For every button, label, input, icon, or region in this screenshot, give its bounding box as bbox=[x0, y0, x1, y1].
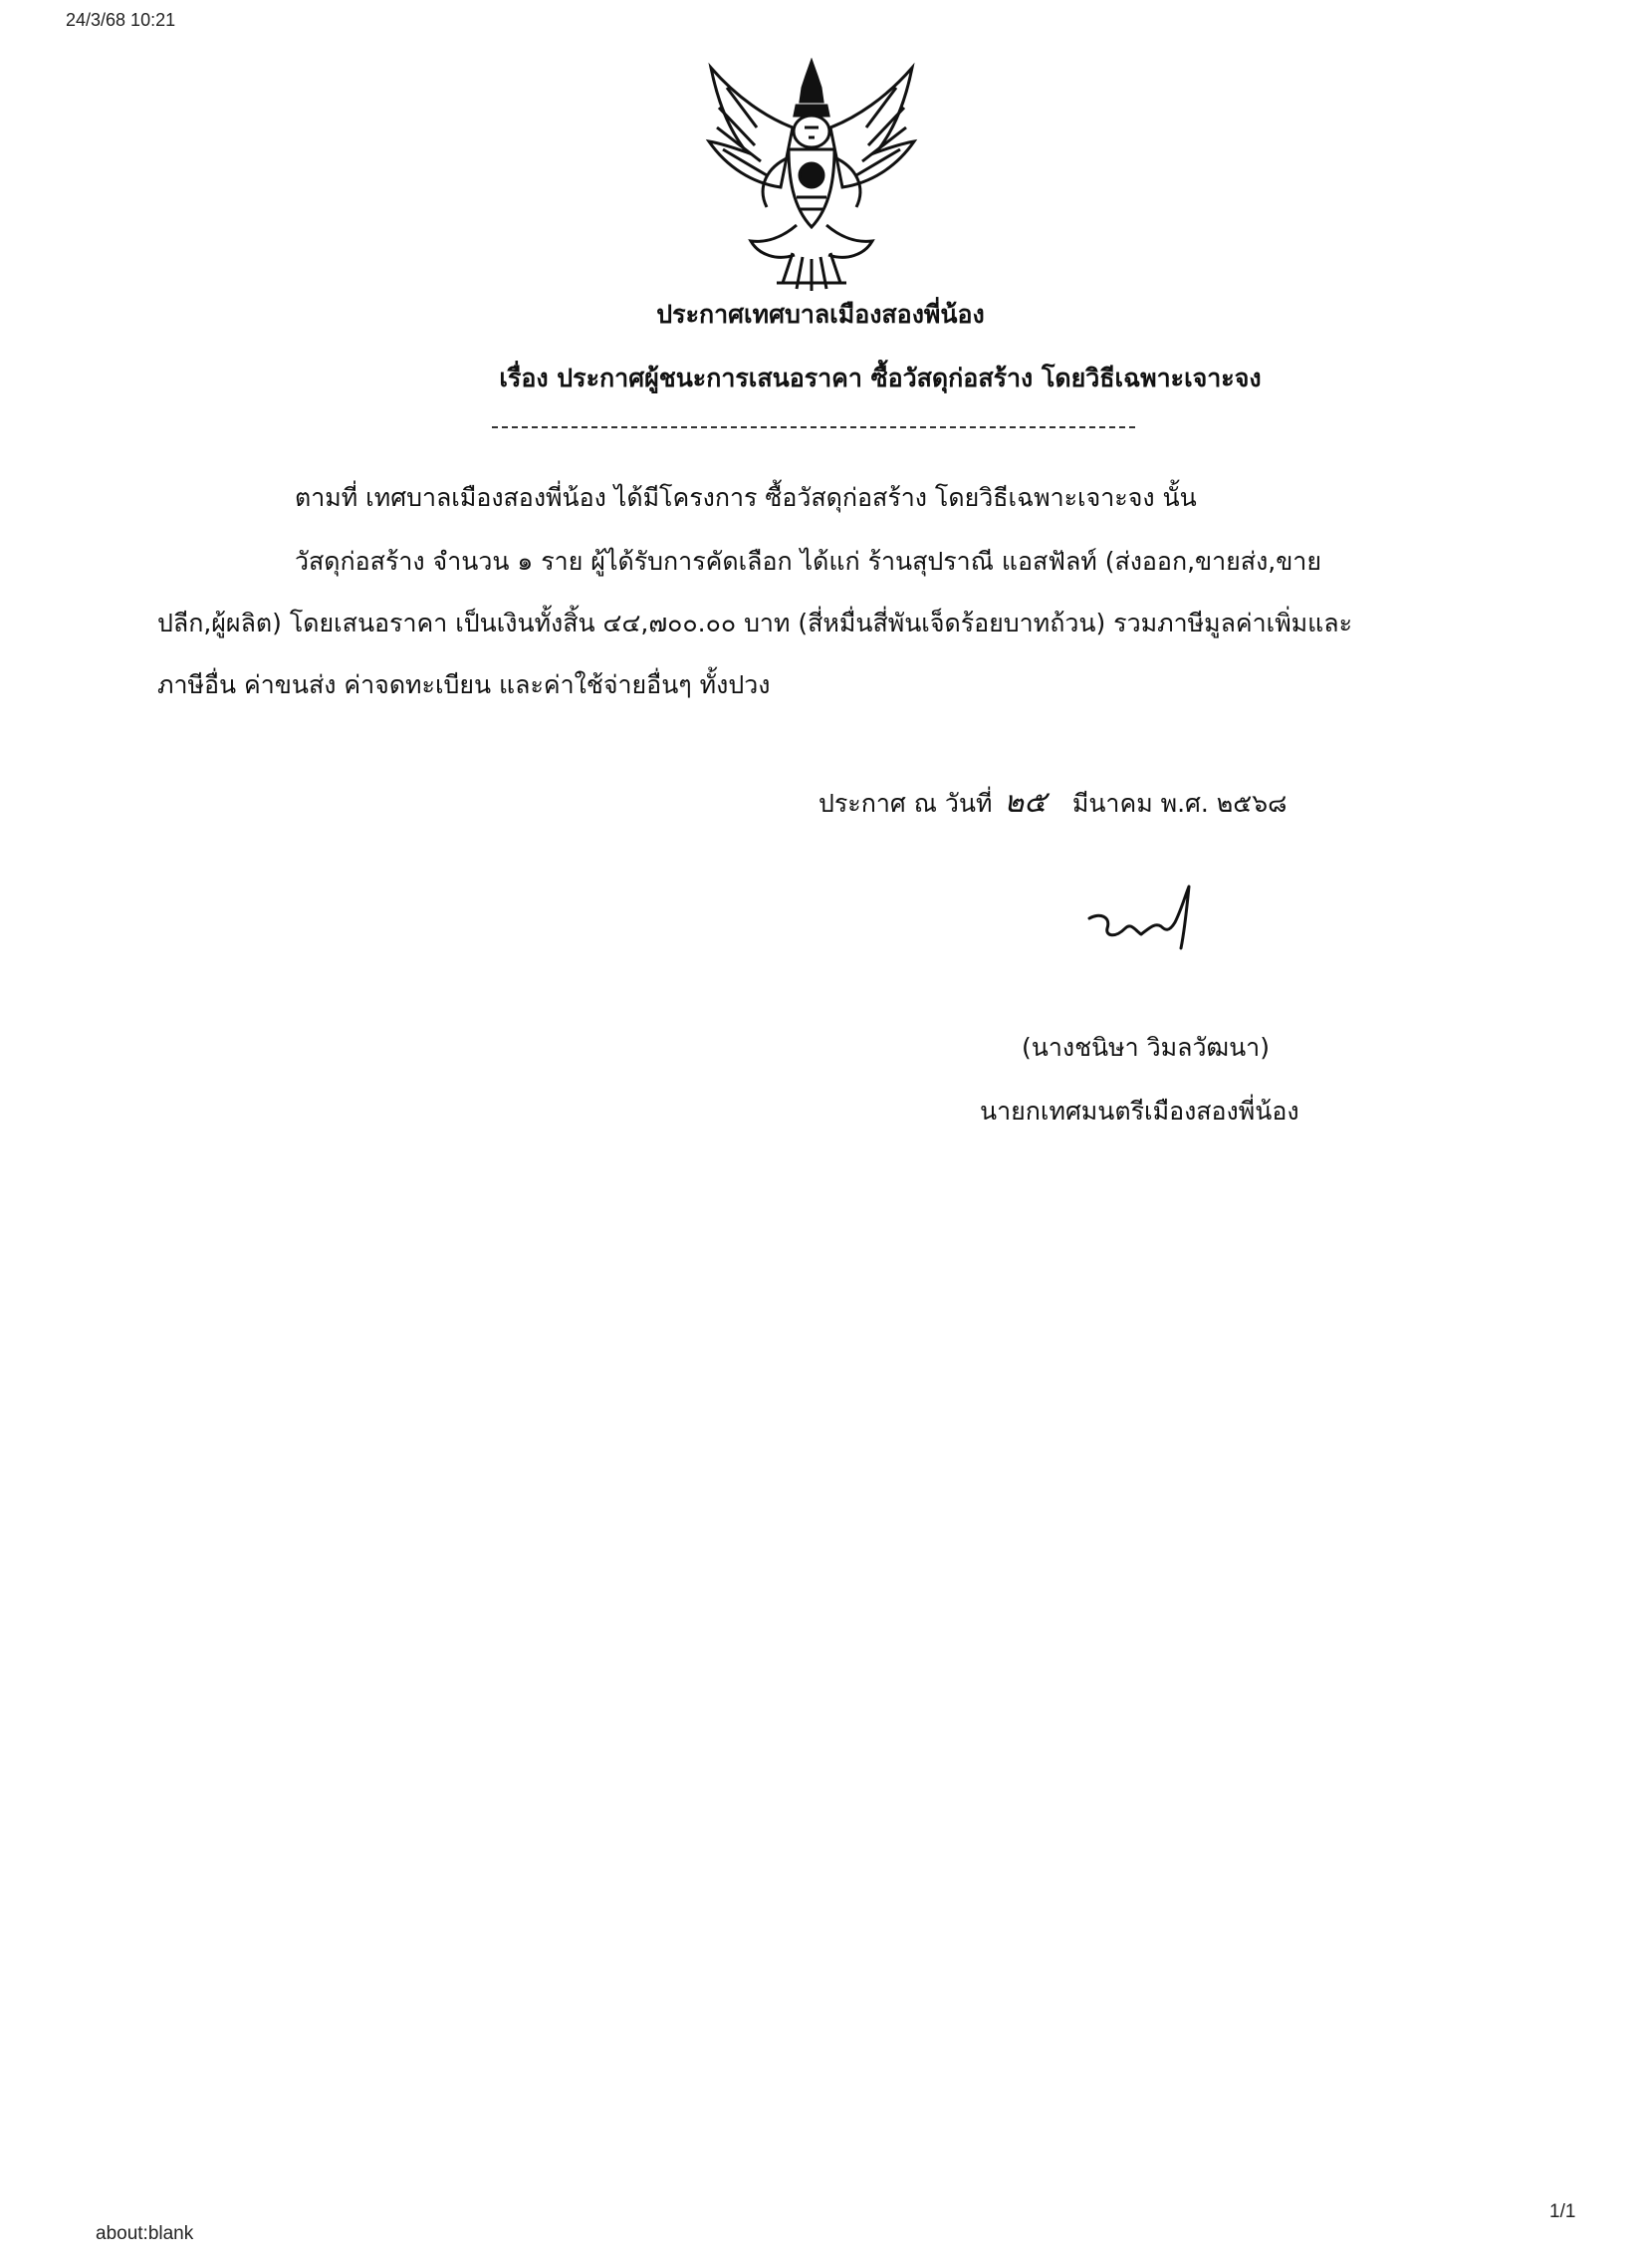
date-day-handwritten: ๒๕ bbox=[1004, 785, 1047, 820]
announcement-date bbox=[819, 779, 1287, 826]
print-page-number: 1/1 bbox=[1549, 2201, 1576, 2222]
signer-title: นายกเทศมนตรีเมืองสองพี่น้อง bbox=[980, 1097, 1299, 1126]
body-line: ตามที่ เทศบาลเมืองสองพี่น้อง ได้มีโครงการ ซื้อวัสดุก่อสร้าง โดยวิธีเฉพาะเจาะจง นั้น bbox=[295, 483, 1197, 512]
body-line: ปลีก,ผู้ผลิต) โดยเสนอราคา เป็นเงินทั้งสิ้น ๔๔,๗๐๐.๐๐ บาท (สี่หมื่นสี่พันเจ็ดร้อยบาทถ้วน) รวมภาษีมูลค่าเพิ่มและ bbox=[157, 609, 1353, 637]
body-line: วัสดุก่อสร้าง จำนวน ๑ ราย ผู้ได้รับการคัดเลือก ได้แก่ ร้านสุปราณี แอสฟัลท์ (ส่งออก,ขายส่ง,ขาย bbox=[295, 547, 1321, 576]
date-prefix: ประกาศ ณ วันที่ bbox=[819, 789, 993, 818]
title-divider bbox=[492, 426, 1135, 428]
signer-name: (นางชนิษา วิมลวัฒนา) bbox=[1022, 1033, 1270, 1062]
signature-icon bbox=[1085, 882, 1225, 952]
print-datetime: 24/3/68 10:21 bbox=[66, 10, 176, 30]
announcement-subject: เรื่อง ประกาศผู้ชนะการเสนอราคา ซื้อวัสดุก่อสร้าง โดยวิธีเฉพาะเจาะจง bbox=[499, 364, 1262, 392]
print-url: about:blank bbox=[96, 2223, 194, 2244]
date-suffix: มีนาคม พ.ศ. ๒๕๖๘ bbox=[1071, 789, 1288, 818]
garuda-emblem-icon bbox=[697, 58, 926, 293]
body-line: ภาษีอื่น ค่าขนส่ง ค่าจดทะเบียน และค่าใช้จ่ายอื่นๆ ทั้งปวง bbox=[157, 670, 771, 699]
announcement-title: ประกาศเทศบาลเมืองสองพี่น้อง bbox=[656, 300, 985, 329]
